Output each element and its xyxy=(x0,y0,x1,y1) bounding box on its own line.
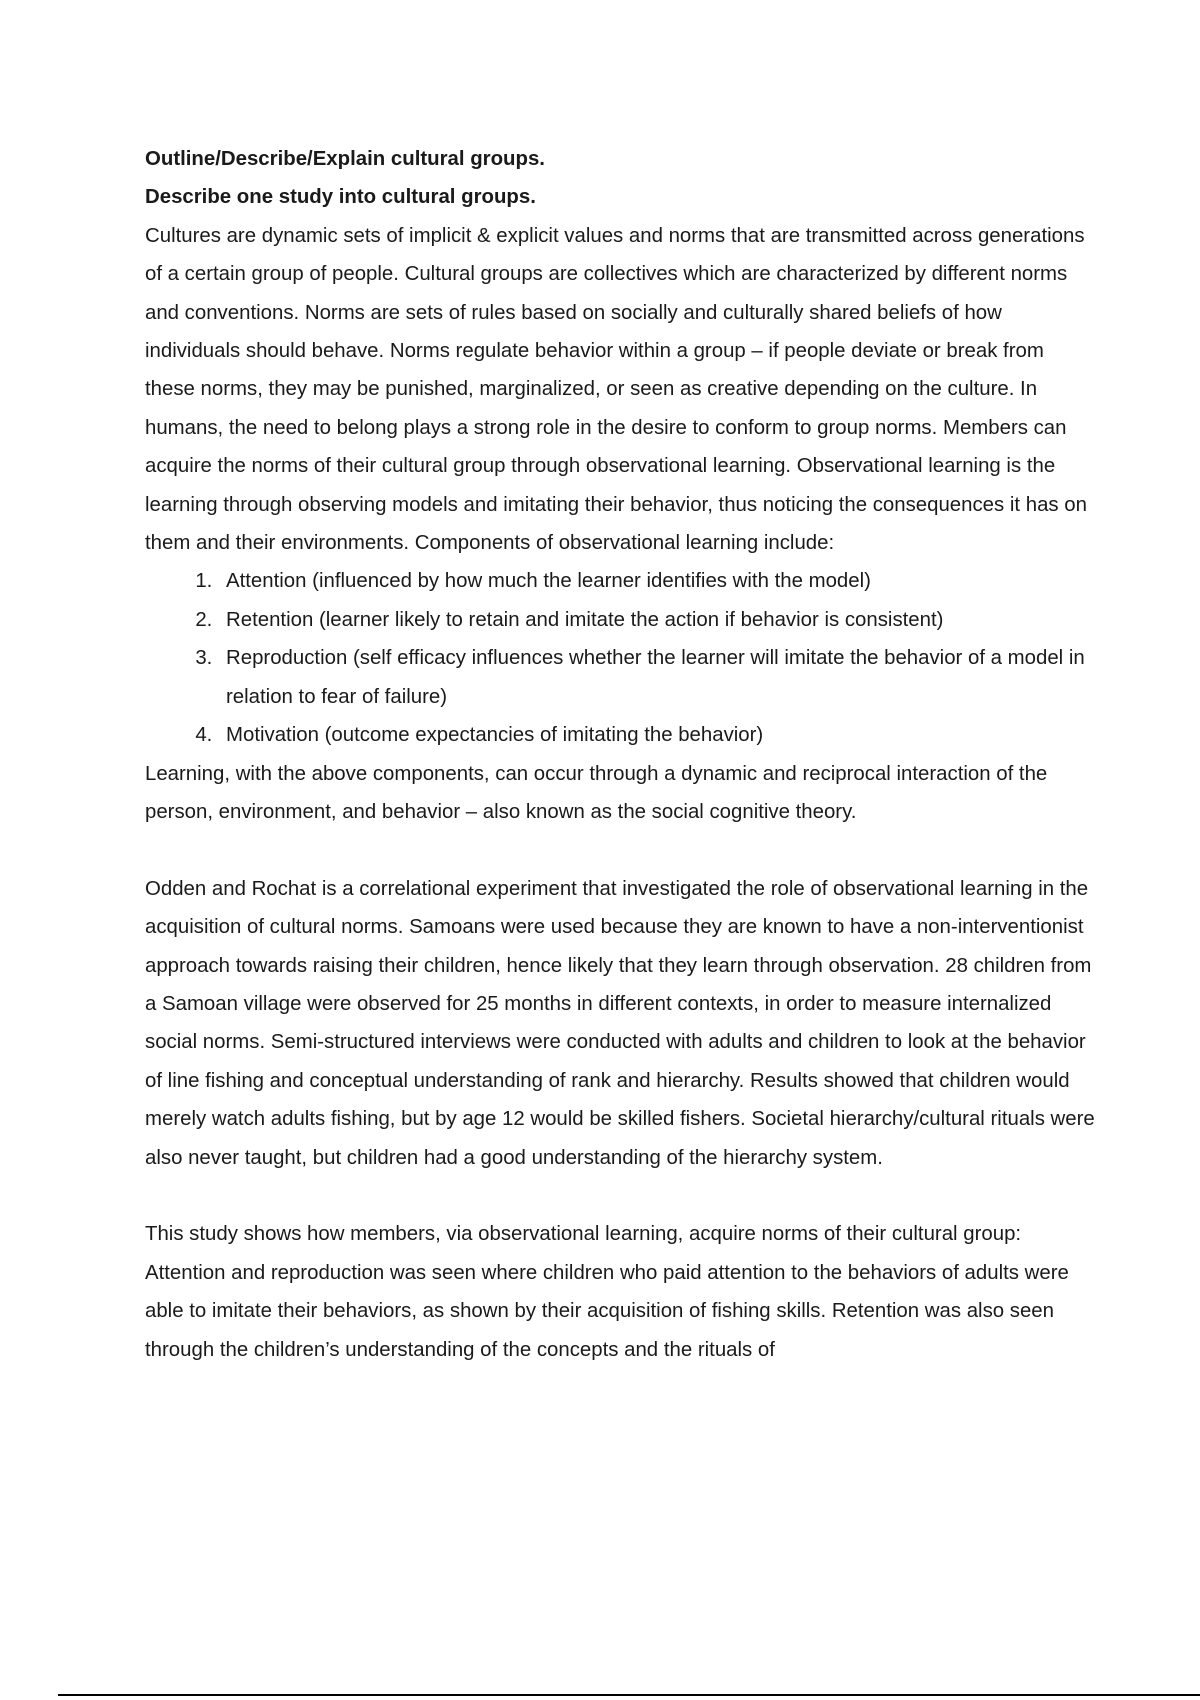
list-item: 4. Motivation (outcome expectancies of imitating the behavior) xyxy=(218,716,1095,754)
components-list xyxy=(145,562,1095,754)
study-paragraph: Odden and Rochat is a correlational experiment that investigated the role of observational learning in the acquisition of cultural norms. Samoans were used because they are known to have a non-interventionist approach towards raising their children, hence likely that they learn through observation. 28 children from a Samoan village were observed for 25 months in different contexts, in order to measure internalized social norms. Semi-structured interviews were conducted with adults and children to look at the behavior of line fishing and conceptual understanding of rank and hierarchy. Results showed that children would merely watch adults fishing, but by age 12 would be skilled fishers. Societal hierarchy/cultural rituals were also never taught, but children had a good understanding of the hierarchy system. xyxy=(145,877,1095,1169)
analysis-paragraph: This study shows how members, via observational learning, acquire norms of their cultural group: Attention and reproduction was seen where children who paid attention to the behaviors of adults were able to imitate their behaviors, as shown by their acquisition of fishing skills. Retention was also seen through the children’s understanding of the concepts and the rituals of xyxy=(145,1223,1069,1361)
list-item: 1. Attention (influenced by how much the learner identifies with the model) xyxy=(218,562,1095,600)
heading-describe-study: Describe one study into cultural groups. xyxy=(145,186,536,209)
list-item: 2. Retention (learner likely to retain and imitate the action if behavior is consistent) xyxy=(218,601,1095,639)
paragraph-spacer xyxy=(145,1177,1095,1215)
page-footer-rule xyxy=(58,1694,1200,1696)
list-item: 3. Reproduction (self efficacy influences whether the learner will imitate the behavior of a model in relation to fear of failure) xyxy=(218,639,1095,716)
social-cognitive-paragraph: Learning, with the above components, can occur through a dynamic and reciprocal interaction of the person, environment, and behavior – also known as the social cognitive theory. xyxy=(145,762,1048,823)
paragraph-spacer xyxy=(145,831,1095,869)
heading-outline: Outline/Describe/Explain cultural groups. xyxy=(145,148,545,170)
document-page xyxy=(145,140,1095,1369)
intro-paragraph: Cultures are dynamic sets of implicit & explicit values and norms that are transmitted across generations of a certain group of people. Cultural groups are collectives which are characterized by different norms and conventions. Norms are sets of rules based on socially and culturally shared beliefs of how individuals should behave. Norms regulate behavior within a group – if people deviate or break from these norms, they may be punished, marginalized, or seen as creative depending on the culture. In humans, the need to belong plays a strong role in the desire to conform to group norms. Members can acquire the norms of their cultural group through observational learning. Observational learning is the learning through observing models and imitating their behavior, thus noticing the consequences it has on them and their environments. Components of observational learning include: xyxy=(145,224,1087,555)
